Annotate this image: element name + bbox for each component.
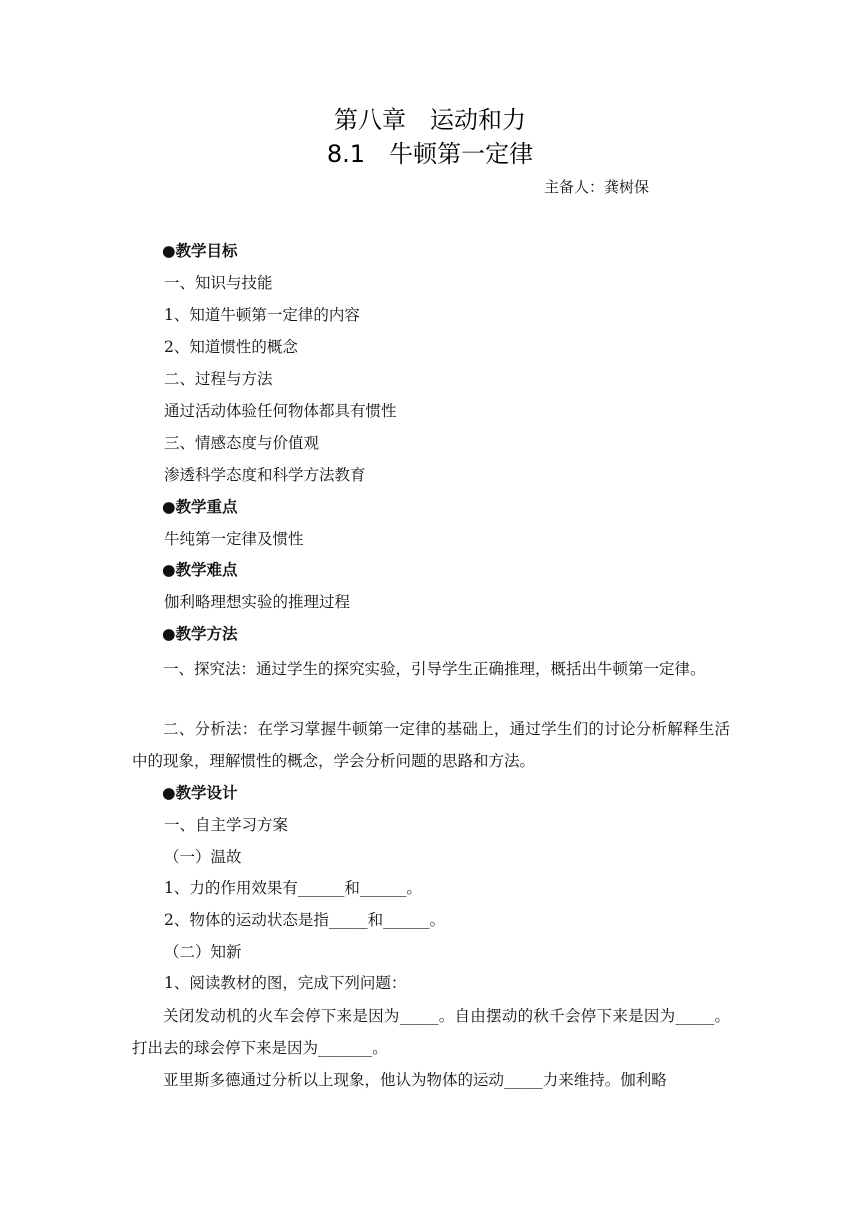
- new-question-1: 1、阅读教材的图，完成下列问题：: [164, 974, 407, 992]
- objective-knowledge-item-2: 2、知道惯性的概念: [164, 338, 298, 356]
- methods-heading: ●教学方法: [162, 625, 238, 643]
- difficulties-text: 伽利略理想实验的推理过程: [164, 593, 351, 611]
- review-question-1: 1、力的作用效果有______和______。: [164, 879, 422, 897]
- difficulties-heading: ●教学难点: [162, 561, 238, 579]
- objectives-heading: ●教学目标: [162, 242, 238, 260]
- design-heading: ●教学设计: [162, 784, 238, 802]
- objective-attitude-item: 渗透科学态度和科学方法教育: [164, 466, 366, 484]
- design-new-heading: （二）知新: [164, 943, 242, 961]
- objective-knowledge-heading: 一、知识与技能: [164, 274, 273, 292]
- design-review-heading: （一）温故: [164, 848, 242, 866]
- new-paragraph-1: 关闭发动机的火车会停下来是因为_____。自由摆动的秋千会停下来是因为_____。打出去的球会停下来是因为_______。: [132, 1007, 730, 1057]
- new-paragraph-2: 亚里斯多德通过分析以上现象，他认为物体的运动_____力来维持。伽利略: [163, 1071, 667, 1089]
- review-question-2: 2、物体的运动状态是指_____和______。: [164, 911, 446, 929]
- section-title: 8.1 牛顿第一定律: [326, 140, 534, 168]
- objective-process-item: 通过活动体验任何物体都具有惯性: [164, 402, 397, 420]
- design-plan-heading: 一、自主学习方案: [164, 816, 289, 834]
- chapter-title: 第八章 运动和力: [334, 106, 526, 134]
- key-points-text: 牛纯第一定律及惯性: [164, 530, 304, 548]
- key-points-heading: ●教学重点: [162, 498, 238, 516]
- objective-process-heading: 二、过程与方法: [164, 370, 273, 388]
- objective-knowledge-item-1: 1、知道牛顿第一定律的内容: [164, 306, 360, 324]
- method-paragraph-1: 一、探究法：通过学生的探究实验，引导学生正确推理，概括出牛顿第一定律。: [163, 660, 706, 678]
- objective-attitude-heading: 三、情感态度与价值观: [164, 434, 320, 452]
- method-paragraph-2: 二、分析法：在学习掌握牛顿第一定律的基础上，通过学生们的讨论分析解释生活中的现象，理解惯性的概念，学会分析问题的思路和方法。: [132, 720, 730, 770]
- author-line: 主备人：龚树保: [544, 178, 650, 196]
